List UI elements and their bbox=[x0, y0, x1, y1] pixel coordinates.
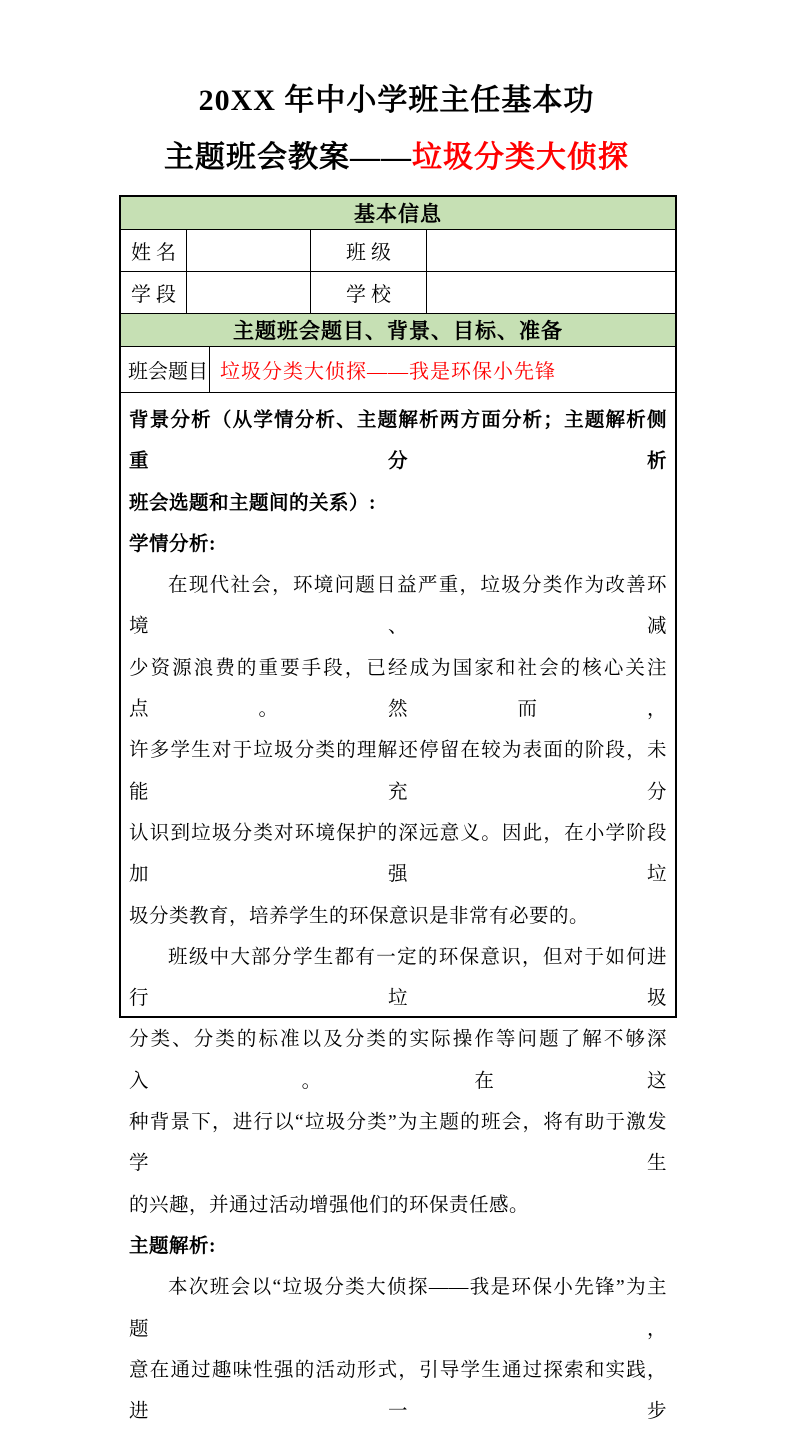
row-background-analysis bbox=[121, 393, 675, 1423]
document-title bbox=[0, 0, 793, 186]
body-line: 少资源浪费的重要手段，已经成为国家和社会的核心关注点。然而， bbox=[129, 657, 667, 721]
body-line: 在现代社会，环境问题日益严重，垃圾分类作为改善环境、减 bbox=[129, 575, 667, 638]
background-analysis-cell bbox=[121, 393, 675, 1423]
topic-label-text: 班 会 题 目 bbox=[128, 361, 208, 383]
class-label: 班级 bbox=[311, 230, 427, 271]
stage-value-cell[interactable] bbox=[187, 272, 311, 313]
body-line: 许多学生对于垃圾分类的理解还停留在较为表面的阶段，未能充分 bbox=[129, 740, 667, 803]
body-line: 班会选题和主题间的关系）: bbox=[129, 492, 376, 514]
body-line: 圾分类教育，培养学生的环保意识是非常有必要的。 bbox=[129, 905, 590, 927]
body-line: 主题解析: bbox=[129, 1235, 216, 1257]
title-line-2-red: 垃圾分类大侦探 bbox=[412, 141, 629, 174]
title-line-2 bbox=[0, 129, 793, 186]
stage-label: 学段 bbox=[121, 272, 187, 313]
body-line: 的兴趣，并通过活动增强他们的环保责任感。 bbox=[129, 1194, 530, 1216]
class-value-cell[interactable] bbox=[427, 230, 675, 271]
body-line: 学情分析: bbox=[129, 533, 216, 555]
row-name-class bbox=[121, 230, 675, 272]
title-line-1: 20XX 年中小学班主任基本功 bbox=[198, 84, 595, 117]
name-label: 姓名 bbox=[121, 230, 187, 271]
body-line: 种背景下，进行以“垃圾分类”为主题的班会，将有助于激发学生 bbox=[129, 1112, 667, 1175]
body-line: 认识到垃圾分类对环境保护的深远意义。因此，在小学阶段加强垃 bbox=[129, 822, 667, 886]
row-stage-school bbox=[121, 272, 675, 314]
school-label: 学校 bbox=[311, 272, 427, 313]
body-line: 班级中大部分学生都有一定的环保意识，但对于如何进行垃圾 bbox=[129, 946, 667, 1010]
body-line: 意在通过趣味性强的活动形式，引导学生通过探索和实践，进一步 bbox=[129, 1359, 667, 1423]
topic-label bbox=[121, 347, 210, 392]
title-line-2-black: 主题班会教案—— bbox=[164, 141, 412, 174]
body-line: 背景分析（从学情分析、主题解析两方面分析；主题解析侧重分析 bbox=[129, 410, 667, 473]
topic-value: 垃圾分类大侦探——我是环保小先锋 bbox=[220, 361, 556, 383]
body-line: 分类、分类的标准以及分类的实际操作等问题了解不够深入。在这 bbox=[129, 1029, 667, 1092]
section-header-basic-info: 基本信息 bbox=[121, 197, 675, 230]
section-header-topic-background: 主题班会题目、背景、目标、准备 bbox=[121, 314, 675, 347]
body-line: 本次班会以“垃圾分类大侦探——我是环保小先锋”为主题， bbox=[129, 1277, 667, 1340]
name-value-cell[interactable] bbox=[187, 230, 311, 271]
lesson-plan-table bbox=[119, 195, 677, 1423]
school-value-cell[interactable] bbox=[427, 272, 675, 313]
row-topic bbox=[121, 347, 675, 393]
